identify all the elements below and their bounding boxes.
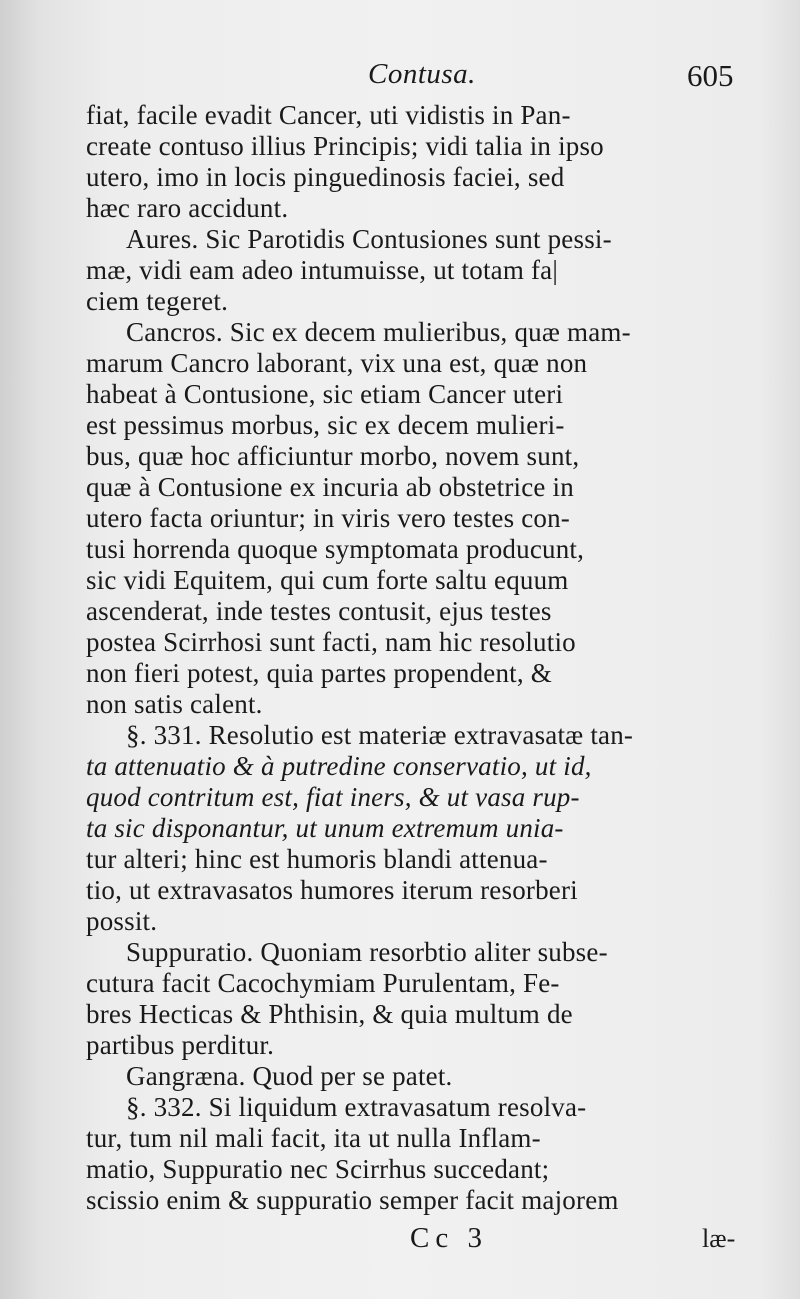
text-line: non satis calent. — [86, 689, 263, 719]
text-line: tusi horrenda quoque symptomata producunt, — [86, 534, 585, 564]
text-line: partibus perditur. — [86, 1030, 275, 1060]
page-header — [0, 58, 800, 104]
text-line: scissio enim & suppuratio semper facit majorem — [86, 1185, 619, 1215]
text-line: utero facta oriuntur; in viris vero testes con- — [86, 503, 570, 533]
text-line: ta sic disponantur, ut unum extremum unia- — [86, 813, 564, 843]
text-line: possit. — [86, 906, 158, 936]
text-line: cutura facit Cacochymiam Purulentam, Fe- — [86, 968, 560, 998]
text-line: mæ, vidi eam adeo intumuisse, ut totam fa| — [86, 255, 558, 285]
running-title: Contusa. — [368, 58, 476, 90]
text-line: tur alteri; hinc est humoris blandi attenua- — [86, 844, 548, 874]
text-line: est pessimus morbus, sic ex decem mulieri- — [86, 410, 565, 440]
text-line: Gangræna. Quod per se patet. — [126, 1061, 453, 1091]
text-line: utero, imo in locis pinguedinosis faciei, sed — [86, 162, 565, 192]
text-line: Cancros. Sic ex decem mulieribus, quæ mam- — [126, 317, 631, 347]
signature-mark: Cc 3 — [410, 1222, 488, 1254]
page-footer — [0, 1222, 800, 1262]
text-line: postea Scirrhosi sunt facti, nam hic resolutio — [86, 627, 576, 657]
text-line: habeat à Contusione, sic etiam Cancer uteri — [86, 379, 564, 409]
text-line: tur, tum nil mali facit, ita ut nulla Inflam- — [86, 1123, 541, 1153]
body-text — [86, 100, 758, 1216]
text-line: ciem tegeret. — [86, 286, 229, 316]
text-line: bus, quæ hoc afficiuntur morbo, novem sunt, — [86, 441, 580, 471]
text-line: §. 331. Resolutio est materiæ extravasatæ tan- — [126, 720, 634, 750]
catchword: læ- — [702, 1224, 736, 1253]
text-line: quod contritum est, fiat iners, & ut vasa rup- — [86, 782, 580, 812]
text-line: quæ à Contusione ex incuria ab obstetrice in — [86, 472, 574, 502]
page-number: 605 — [687, 58, 734, 93]
text-line: ascenderat, inde testes contusit, ejus testes — [86, 596, 552, 626]
text-line: matio, Suppuratio nec Scirrhus succedant; — [86, 1154, 550, 1184]
text-line: §. 332. Si liquidum extravasatum resolva- — [126, 1092, 587, 1122]
text-line: Suppuratio. Quoniam resorbtio aliter subse- — [126, 937, 608, 967]
text-line: marum Cancro laborant, vix una est, quæ non — [86, 348, 588, 378]
text-line: tio, ut extravasatos humores iterum resorberi — [86, 875, 578, 905]
text-line: create contuso illius Principis; vidi talia in ipso — [86, 131, 604, 161]
text-line: fiat, facile evadit Cancer, uti vidistis in Pan- — [86, 100, 571, 130]
text-line: ta attenuatio & à putredine conservatio, ut id, — [86, 751, 592, 781]
text-line: sic vidi Equitem, qui cum forte saltu equum — [86, 565, 569, 595]
text-line: non fieri potest, quia partes propendent, & — [86, 658, 552, 688]
text-line: hæc raro accidunt. — [86, 193, 289, 223]
text-line: Aures. Sic Parotidis Contusiones sunt pessi- — [126, 224, 612, 254]
text-line: bres Hecticas & Phthisin, & quia multum de — [86, 999, 573, 1029]
